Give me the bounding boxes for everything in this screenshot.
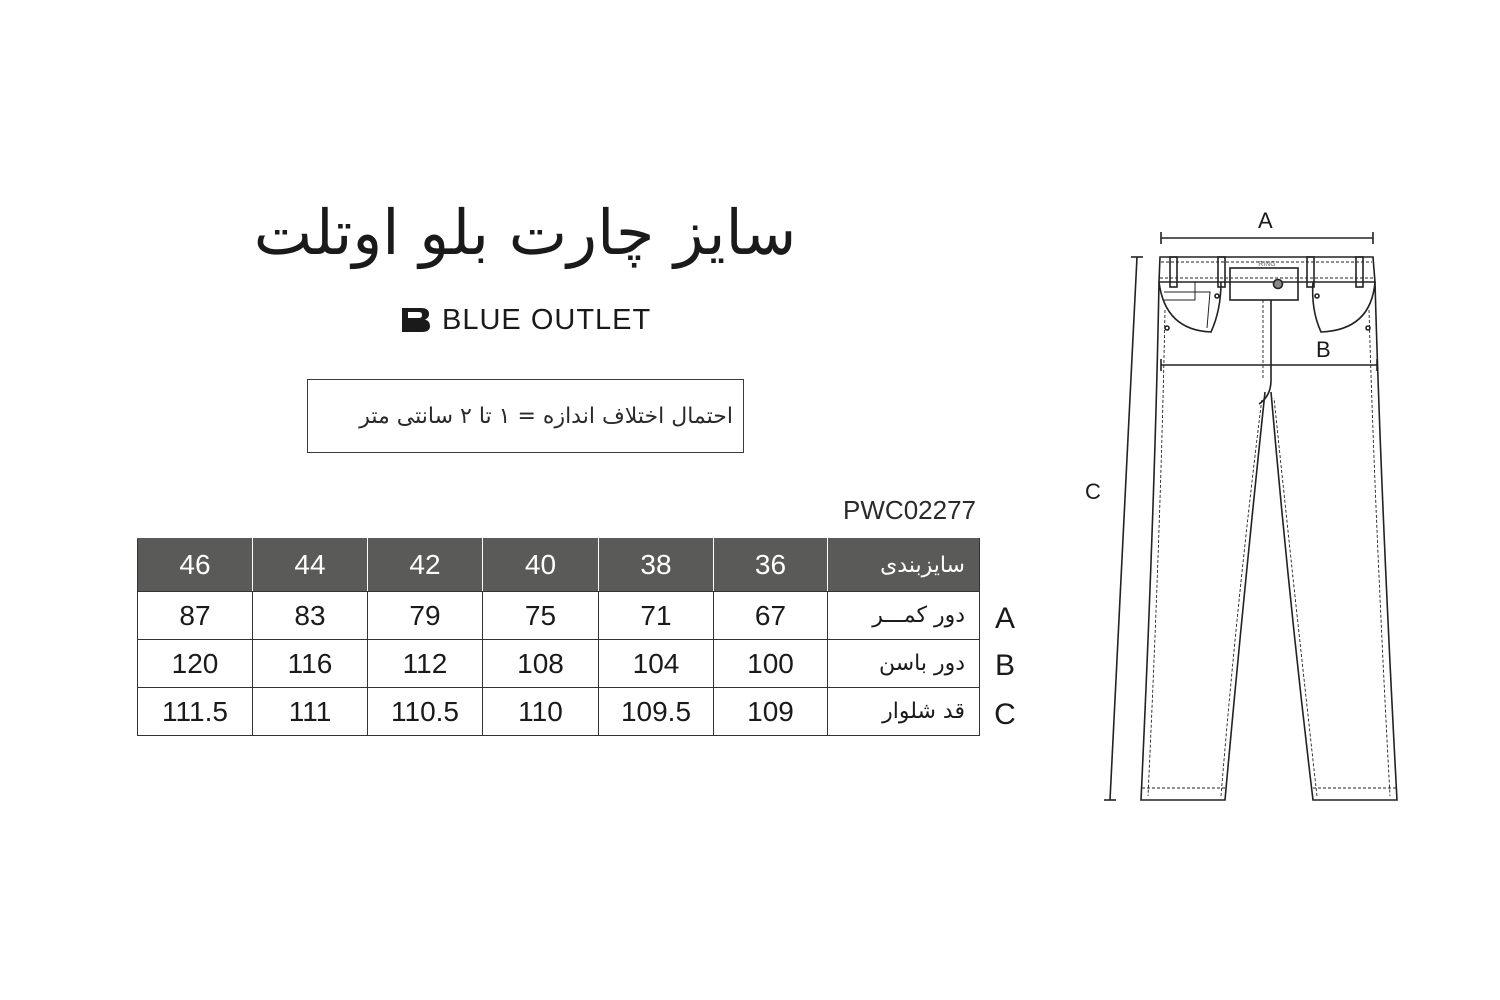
table-cell: 104 — [599, 640, 714, 688]
waistband-text: RING — [1258, 261, 1276, 268]
size-header-cell: 46 — [138, 539, 253, 592]
row-letter-a: A — [994, 602, 1015, 635]
dimension-label-c: C — [1085, 479, 1101, 504]
tolerance-note: احتمال اختلاف اندازه = ۱ تا ۲ سانتی متر — [359, 403, 733, 429]
table-cell: 110.5 — [368, 688, 483, 736]
table-cell: 79 — [368, 592, 483, 640]
table-row — [138, 592, 980, 640]
table-cell: 112 — [368, 640, 483, 688]
blue-outlet-logo-icon — [402, 308, 430, 332]
table-cell: 83 — [253, 592, 368, 640]
page-title: سایز چارت بلو اوتلت — [253, 196, 797, 269]
brand-name: BLUE OUTLET — [442, 303, 652, 336]
table-cell: 109.5 — [599, 688, 714, 736]
product-code: PWC02277 — [843, 495, 976, 525]
size-header-cell: 38 — [599, 539, 714, 592]
size-header-cell: 44 — [253, 539, 368, 592]
table-cell: 116 — [253, 640, 368, 688]
size-chart-table — [137, 538, 980, 736]
pants-diagram — [1075, 200, 1415, 820]
table-cell: 111.5 — [138, 688, 253, 736]
tolerance-note-box — [307, 379, 744, 453]
table-cell: 67 — [714, 592, 828, 640]
dimension-label-b: B — [1316, 337, 1331, 362]
table-cell: 71 — [599, 592, 714, 640]
row-letter-c: C — [994, 698, 1016, 731]
row-label-waist: دور کمـــر — [828, 592, 980, 640]
size-header-cell: 36 — [714, 539, 828, 592]
table-row — [138, 688, 980, 736]
row-letter-b: B — [994, 649, 1015, 682]
table-cell: 109 — [714, 688, 828, 736]
table-cell: 111 — [253, 688, 368, 736]
row-label-length: قد شلوار — [828, 688, 980, 736]
table-cell: 87 — [138, 592, 253, 640]
size-header-cell: 40 — [483, 539, 599, 592]
size-header-cell: 42 — [368, 539, 483, 592]
table-cell: 100 — [714, 640, 828, 688]
table-cell: 120 — [138, 640, 253, 688]
dimension-label-a: A — [1258, 208, 1273, 233]
size-header-label: سایزبندی — [828, 539, 980, 592]
table-header-row — [138, 539, 980, 592]
table-cell: 108 — [483, 640, 599, 688]
row-label-hip: دور باسن — [828, 640, 980, 688]
brand — [402, 300, 651, 340]
pants-illustration — [1075, 200, 1415, 820]
table-cell: 110 — [483, 688, 599, 736]
table-cell: 75 — [483, 592, 599, 640]
table-row — [138, 640, 980, 688]
